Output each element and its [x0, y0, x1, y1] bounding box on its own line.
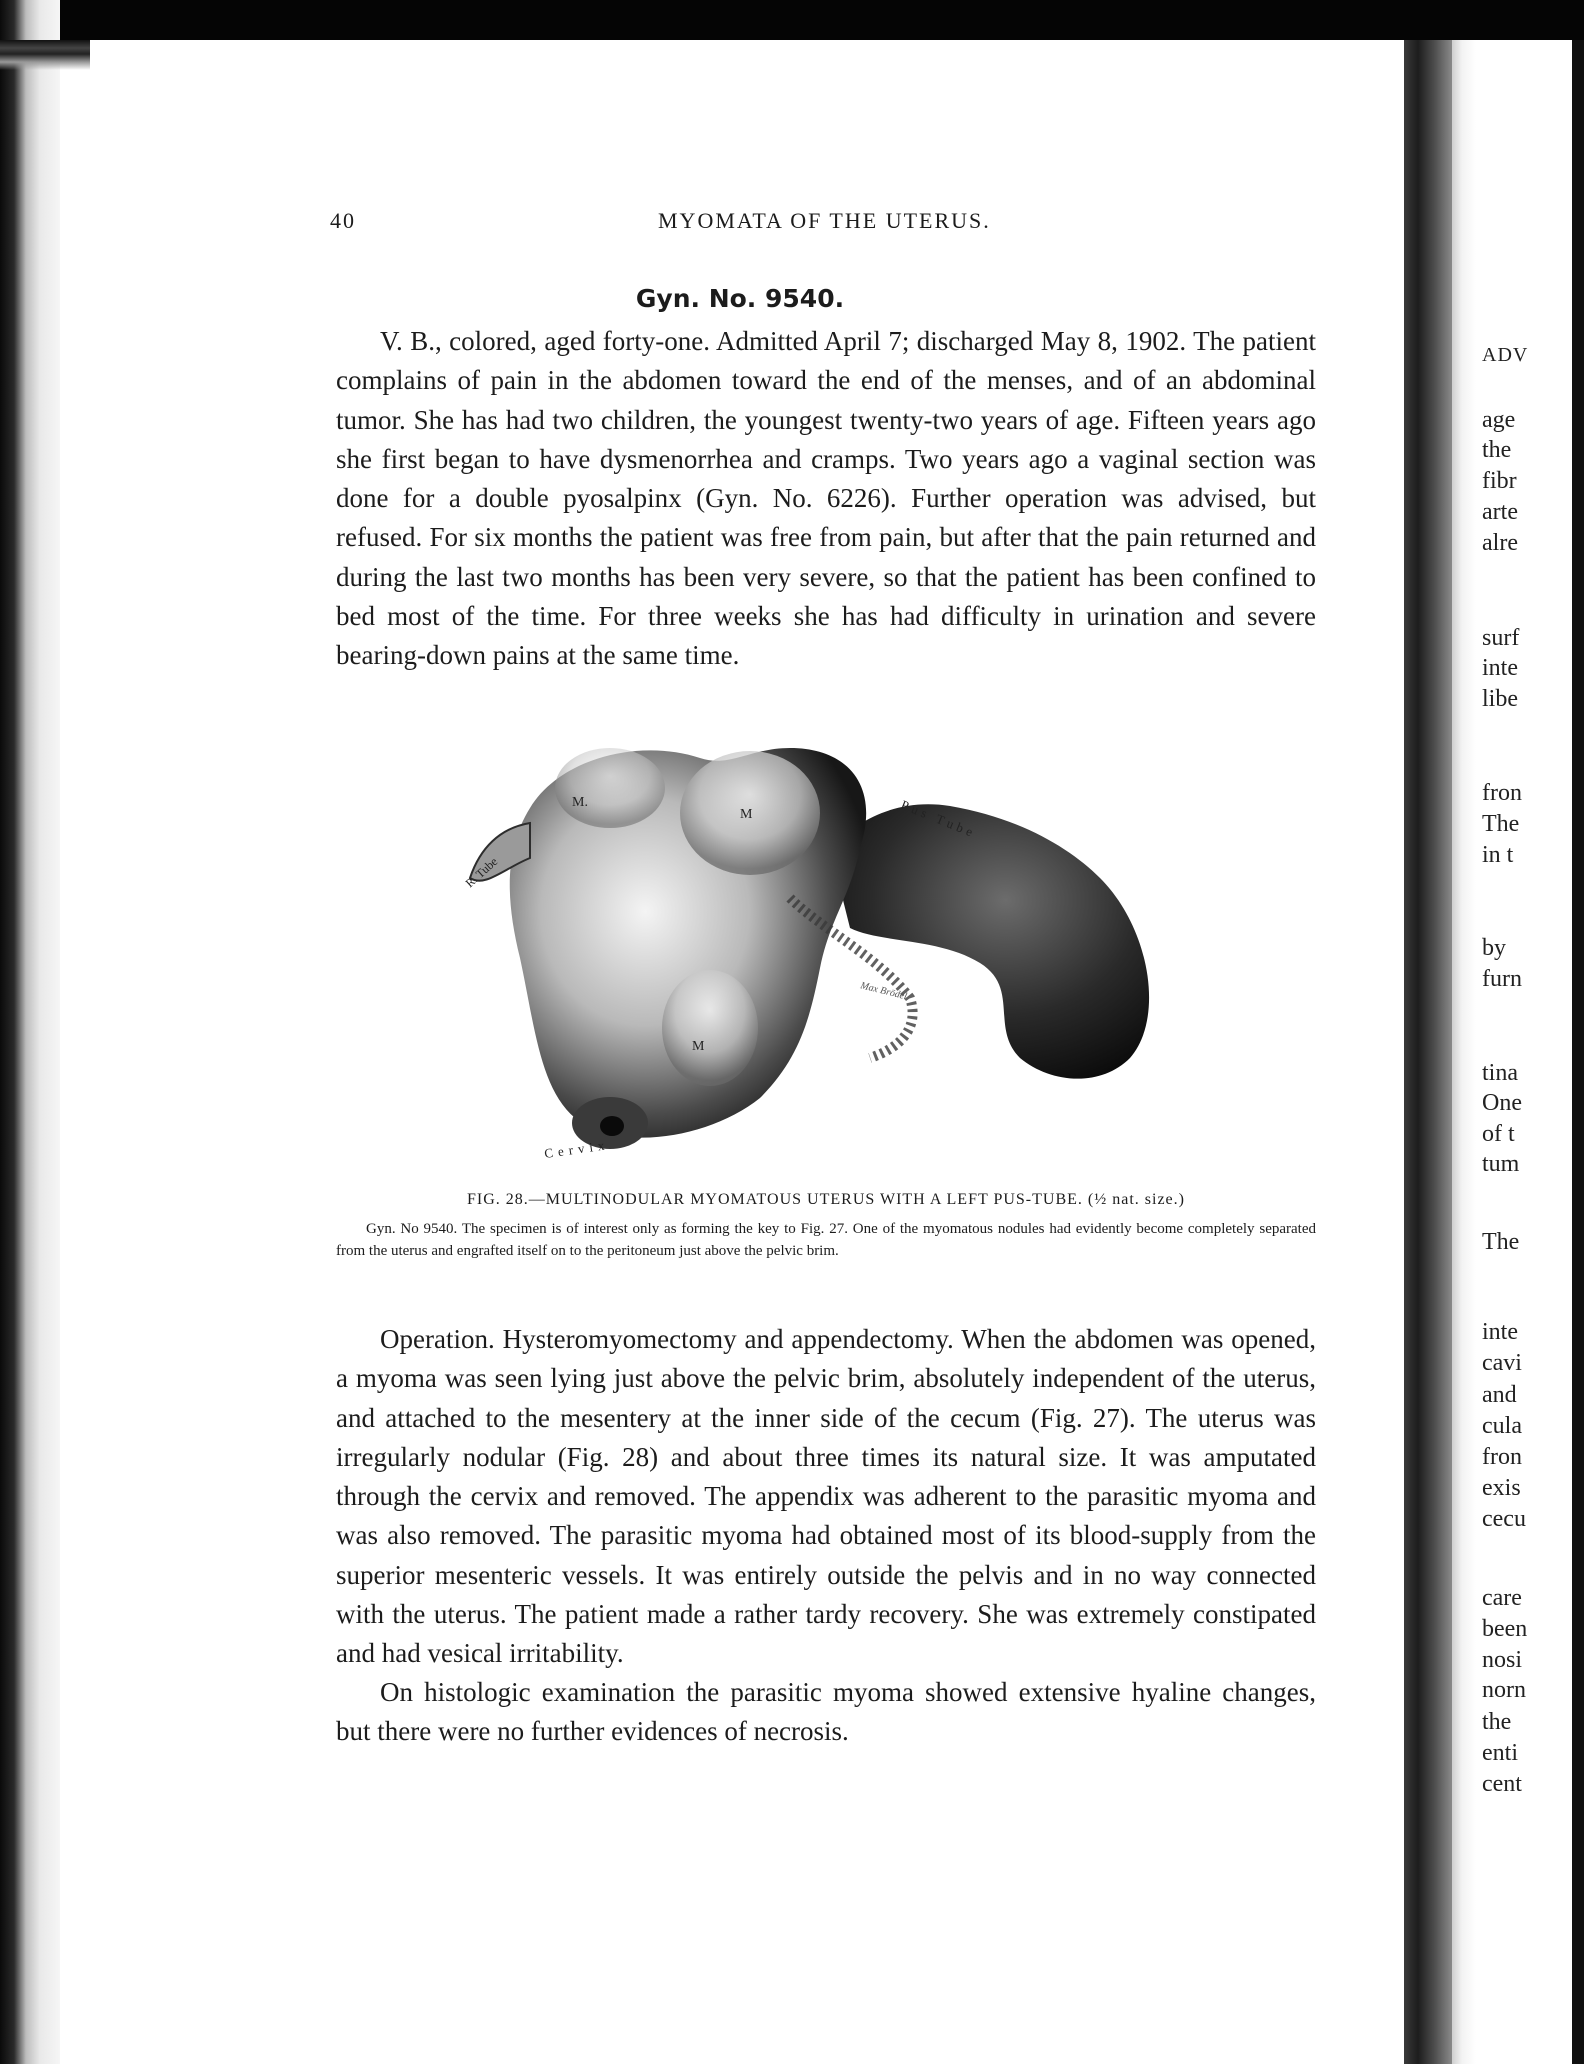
- scan-background-left: [0, 0, 60, 2064]
- facing-line: tina: [1482, 1060, 1518, 1086]
- facing-line: inte: [1482, 655, 1518, 681]
- facing-page-header: ADV: [1482, 344, 1529, 366]
- figure-caption-body: Gyn. No 9540. The specimen is of interest only as forming the key to Fig. 27. One of the myomatous nodules had evidently become completely separated from the uterus and engrafted itself on to the peritoneum just above the pelvic brim.: [336, 1221, 1316, 1259]
- figure-label-cervix: Cervix: [543, 1137, 611, 1161]
- scan-background-right: [1572, 40, 1584, 2064]
- figure-label-pus-tube: Pus Tube: [898, 796, 979, 841]
- facing-line: fibr: [1482, 468, 1517, 494]
- facing-line: surf: [1482, 625, 1520, 651]
- uterus-illustration: [460, 728, 1230, 1178]
- facing-page: [1452, 40, 1584, 2064]
- facing-line: by: [1482, 935, 1506, 961]
- facing-line: The: [1482, 1229, 1520, 1255]
- figure-label-m: M: [692, 1039, 705, 1054]
- operation-paragraph: [336, 1320, 1316, 1674]
- history-text: V. B., colored, aged forty-one. Admitted April 7; discharged May 8, 1902. The patient complains of pain in the abdomen toward the end of the menses, and of an abdominal tumor. She has had two children, the youngest twenty-two years of age. Fifteen years ago she first began to have dysmenorrhea and cramps. Two years ago a vaginal section was done for a double pyosalpinx (Gyn. No. 6226). Further operation was advised, but refused. For six months the patient was free from pain, but after that the pain returned and during the last two months has been very severe, so that the patient has been confined to bed most of the time. For three weeks she has had difficulty in urination and severe bearing-down pains at the same time.: [336, 326, 1316, 671]
- facing-line: alre: [1482, 530, 1518, 556]
- facing-line: One: [1482, 1090, 1522, 1116]
- facing-line: fron: [1482, 1444, 1522, 1470]
- facing-line: cula: [1482, 1413, 1522, 1439]
- facing-line: the: [1482, 437, 1512, 463]
- facing-line: cent: [1482, 1771, 1522, 1797]
- facing-line: inte: [1482, 1319, 1518, 1345]
- facing-line: of t: [1482, 1121, 1515, 1147]
- facing-line: and: [1482, 1382, 1517, 1408]
- facing-line: norn: [1482, 1677, 1526, 1703]
- facing-line: furn: [1482, 966, 1522, 992]
- facing-line: in t: [1482, 842, 1514, 868]
- facing-line: tum: [1482, 1151, 1520, 1177]
- page-stack-edge: [0, 40, 90, 70]
- running-title: MYOMATA OF THE UTERUS.: [658, 208, 991, 233]
- histology-paragraph: [336, 1673, 1316, 1752]
- scan-background-top: [0, 0, 1584, 40]
- facing-line: the: [1482, 1709, 1512, 1735]
- pus-tube-shape: [830, 804, 1149, 1078]
- figure-label-m: M: [740, 807, 753, 822]
- facing-line: cecu: [1482, 1506, 1526, 1532]
- histology-text: On histologic examination the parasitic myoma showed extensive hyaline changes, but there were no further evidences of necrosis.: [336, 1677, 1316, 1747]
- book-gutter: [1404, 40, 1452, 2064]
- case-title: Gyn. No. 9540.: [635, 284, 845, 313]
- facing-line: libe: [1482, 686, 1518, 712]
- figure-label-r-tube: R. Tube: [462, 854, 501, 891]
- history-paragraph: [336, 322, 1316, 676]
- figure-label-m: M.: [572, 795, 588, 810]
- facing-line: care: [1482, 1585, 1522, 1611]
- facing-line: nosi: [1482, 1647, 1523, 1673]
- figure-caption-text: [336, 1218, 1316, 1262]
- artist-signature: Max Brödel: [859, 980, 909, 1003]
- facing-line: been: [1482, 1616, 1528, 1642]
- facing-line: exis: [1482, 1475, 1521, 1501]
- facing-line: cavi: [1482, 1350, 1522, 1376]
- facing-line: The: [1482, 811, 1520, 837]
- page-number: 40: [330, 208, 356, 233]
- facing-line: age: [1482, 407, 1516, 433]
- cervix-os: [600, 1116, 624, 1136]
- facing-line: enti: [1482, 1740, 1518, 1766]
- facing-line: fron: [1482, 780, 1522, 806]
- myoma-nodule-shape: [662, 970, 758, 1086]
- myoma-nodule-shape: [555, 748, 665, 828]
- figure-caption-title: FIG. 28.—MULTINODULAR MYOMATOUS UTERUS WITH A LEFT PUS-TUBE. (½ nat. size.): [467, 1191, 1185, 1208]
- operation-text: Operation. Hysteromyomectomy and appendectomy. When the abdomen was opened, a myoma was seen lying just above the pelvic brim, absolutely independent of the uterus, and attached to the mesentery at the inner side of the cecum (Fig. 27). The uterus was irregularly nodular (Fig. 28) and about three times its natural size. It was amputated through the cervix and removed. The appendix was adherent to the parasitic myoma and was also removed. The parasitic myoma had obtained most of its blood-supply from the superior mesenteric vessels. It was entirely outside the pelvis and in no way connected with the uterus. The patient made a rather tardy recovery. She was extremely constipated and had vesical irritability.: [336, 1324, 1316, 1669]
- facing-line: arte: [1482, 499, 1518, 525]
